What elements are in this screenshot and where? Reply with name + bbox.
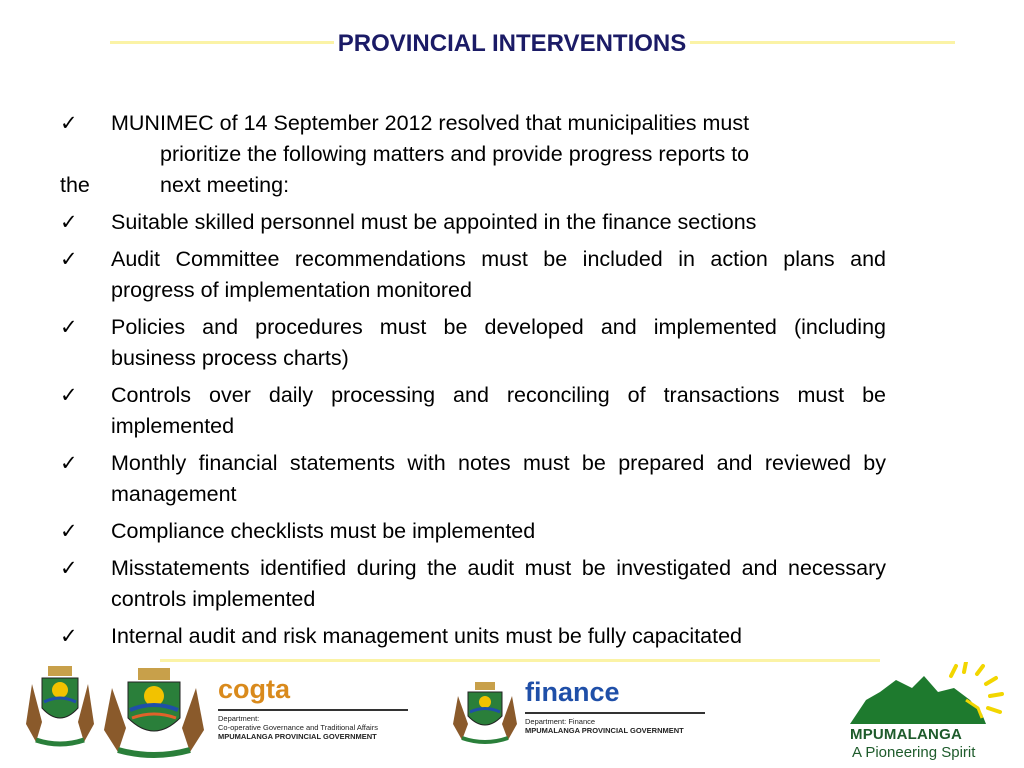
slide-title [0, 29, 1024, 59]
intro-line-1: MUNIMEC of 14 September 2012 resolved that municipalities must [111, 111, 750, 135]
finance-name: finance [525, 677, 620, 707]
bullet-text: Misstatements identified during the audit must be investigated and necessary controls implemented [111, 556, 886, 611]
mpumalanga-tagline: A Pioneering Spirit [852, 744, 976, 761]
bullet-text: Internal audit and risk management units must be fully capacitated [111, 624, 743, 648]
bullet-item [60, 516, 886, 547]
coat-of-arms-icon [98, 664, 210, 760]
bullet-text: Monthly financial statements with notes must be prepared and reviewed by management [111, 451, 886, 506]
intro-line-3-lead: the [60, 173, 90, 197]
cogta-dept-name: Co-operative Governance and Traditional Affairs [218, 723, 378, 732]
bullet-list [60, 108, 886, 658]
checkmark-icon: ✓ [60, 557, 78, 580]
cogta-rule [218, 709, 408, 711]
finance-rule [525, 712, 705, 714]
intro-line-3 [60, 170, 886, 201]
coat-of-arms-icon [22, 664, 98, 748]
bullet-text: Compliance checklists must be implemented [111, 519, 536, 543]
finance-government: MPUMALANGA PROVINCIAL GOVERNMENT [525, 726, 684, 735]
checkmark-icon: ✓ [60, 384, 78, 407]
checkmark-icon: ✓ [60, 211, 78, 234]
bullet-item [60, 207, 886, 238]
coat-of-arms-icon [450, 680, 520, 746]
intro-line-3-rest: next meeting: [160, 173, 290, 197]
checkmark-icon: ✓ [60, 316, 78, 339]
bullet-item [60, 553, 886, 615]
cogta-government: MPUMALANGA PROVINCIAL GOVERNMENT [218, 732, 377, 741]
finance-logo [525, 678, 715, 736]
bullet-text: Policies and procedures must be developed and implemented (including business process charts) [111, 315, 886, 370]
checkmark-icon: ✓ [60, 520, 78, 543]
bullet-item [60, 244, 886, 306]
bullet-text: Suitable skilled personnel must be appointed in the finance sections [111, 210, 757, 234]
footer-logos [0, 662, 1024, 768]
slide-title-text: PROVINCIAL INTERVENTIONS [334, 30, 691, 57]
intro-line-2: prioritize the following matters and provide progress reports to [160, 142, 750, 166]
bullet-item [60, 312, 886, 374]
cogta-dept-label: Department: [218, 714, 260, 723]
checkmark-icon: ✓ [60, 625, 78, 648]
cogta-logo [218, 675, 418, 742]
bullet-item-intro [60, 108, 886, 201]
mountain-sun-icon [846, 662, 1024, 726]
bullet-item [60, 448, 886, 510]
bullet-item [60, 621, 886, 652]
mpumalanga-name: MPUMALANGA [850, 726, 962, 743]
cogta-name: cogta [218, 674, 291, 704]
checkmark-icon: ✓ [60, 112, 78, 135]
bullet-text: Audit Committee recommendations must be included in action plans and progress of implementation monitored [111, 247, 886, 302]
mpumalanga-logo [846, 662, 1024, 768]
bullet-text: Controls over daily processing and reconciling of transactions must be implemented [111, 383, 886, 438]
checkmark-icon: ✓ [60, 248, 78, 271]
checkmark-icon: ✓ [60, 452, 78, 475]
bullet-item [60, 380, 886, 442]
finance-dept: Department: Finance [525, 717, 596, 726]
